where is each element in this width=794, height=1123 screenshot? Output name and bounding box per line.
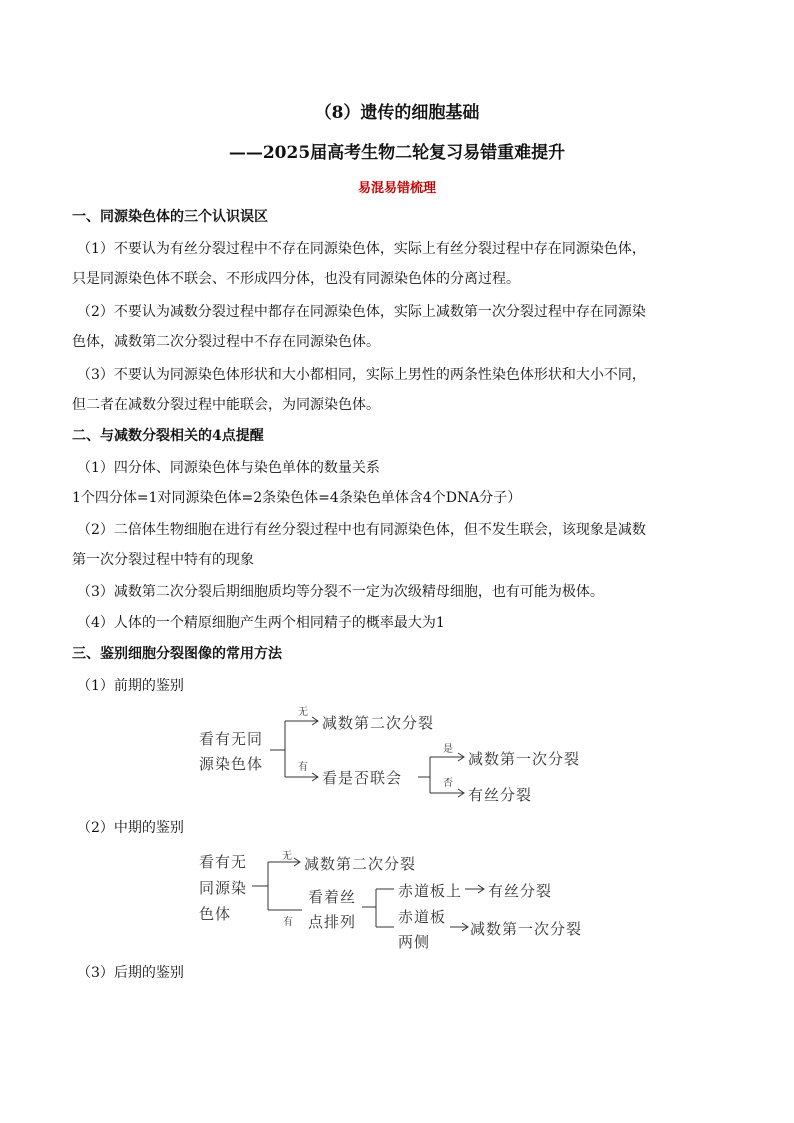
paragraph-line: （1）不要认为有丝分裂过程中不存在同源染色体，实际上有丝分裂过程中存在同源染色体， (77, 241, 646, 257)
section-heading-2: 二、与减数分裂相关的4点提醒 (72, 428, 264, 444)
diagram-node: 有丝分裂 (468, 786, 533, 804)
diagram-node: 赤道板上 (398, 882, 463, 900)
paragraph-line: （1）四分体、同源染色体与染色单体的数量关系 (77, 460, 380, 476)
diagram-node: 色体 (199, 905, 232, 923)
diagram-node: 看着丝 (308, 888, 357, 906)
diagram-branch-label: 有 (298, 762, 308, 773)
diagram-node: 赤道板 (398, 908, 447, 926)
diagram-node: 有丝分裂 (488, 882, 553, 900)
diagram-node: 看有无同 (199, 730, 264, 748)
section-heading-1: 一、同源染色体的三个认识误区 (72, 209, 268, 225)
paragraph-line: （2）二倍体生物细胞在进行有丝分裂过程中也有同源染色体，但不发生联会，该现象是减数 (77, 522, 646, 538)
paragraph-line: 只是同源染色体不联会、不形成四分体，也没有同源染色体的分离过程。 (72, 271, 520, 287)
paragraph-line: （1）前期的鉴别 (77, 678, 184, 694)
paragraph-line: 色体，减数第二次分裂过程中不存在同源染色体。 (72, 334, 380, 350)
diagram-branch-label: 无 (282, 851, 292, 862)
diagram-node: 看有无 (199, 853, 248, 871)
diagram-node: 源染色体 (199, 755, 264, 773)
section-label: 易混易错梳理 (357, 181, 436, 196)
diagram-node: 两侧 (398, 933, 431, 951)
diagram-node: 看是否联会 (322, 769, 403, 787)
diagram-branch-label: 是 (443, 744, 453, 755)
paragraph-line: 但二者在减数分裂过程中能联会，为同源染色体。 (72, 397, 380, 413)
diagram-node: 同源染 (199, 879, 248, 897)
paragraph-line: 第一次分裂过程中特有的现象 (72, 552, 254, 568)
paragraph-line: （3）后期的鉴别 (77, 965, 184, 981)
section-heading-3: 三、鉴别细胞分裂图像的常用方法 (72, 646, 282, 662)
diagram-node: 减数第一次分裂 (468, 750, 581, 768)
paragraph-line: （2）不要认为减数分裂过程中都存在同源染色体，实际上减数第一次分裂过程中存在同源染 (77, 304, 646, 320)
paragraph-line: （4）人体的一个精原细胞产生两个相同精子的概率最大为1 (77, 615, 445, 631)
diagram-branch-label: 无 (298, 707, 308, 718)
diagram-node: 减数第二次分裂 (322, 714, 435, 732)
paragraph-line: （2）中期的鉴别 (77, 820, 184, 836)
doc-title: （8）遗传的细胞基础 (314, 103, 480, 123)
diagram-node: 点排列 (308, 913, 357, 931)
diagram-node: 减数第二次分裂 (304, 855, 417, 873)
paragraph-line: （3）不要认为同源染色体形状和大小都相同，实际上男性的两条性染色体形状和大小不同， (77, 367, 646, 383)
diagram-node: 减数第一次分裂 (470, 920, 583, 938)
doc-subtitle: ——2025届高考生物二轮复习易错重难提升 (228, 143, 566, 163)
paragraph-line: 1个四分体=1对同源染色体=2条染色体=4条染色单体含4个DNA分子） (72, 490, 522, 506)
paragraph-line: （3）减数第二次分裂后期细胞质均等分裂不一定为次级精母细胞，也有可能为极体。 (77, 584, 604, 600)
diagram-branch-label: 有 (283, 917, 293, 928)
diagram-branch-label: 否 (443, 778, 453, 789)
